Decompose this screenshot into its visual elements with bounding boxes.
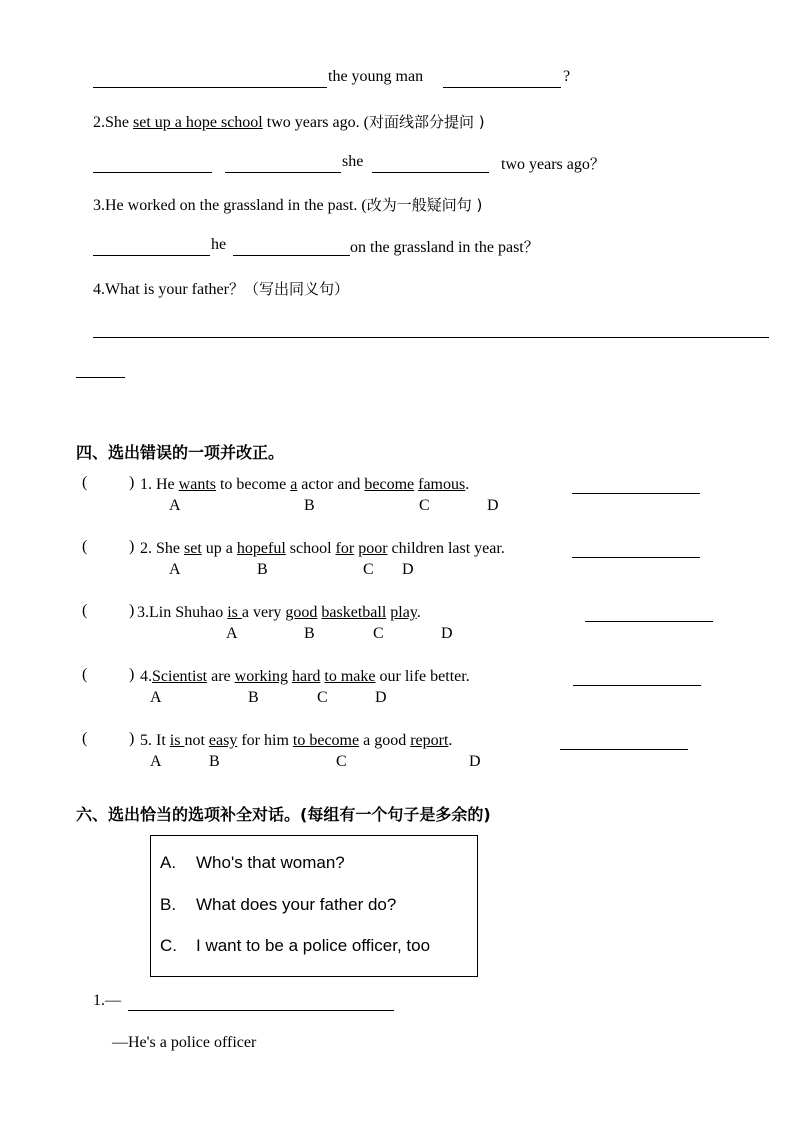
q2-answer-word: she xyxy=(342,153,364,170)
option-letter: C xyxy=(317,689,328,706)
text: a very xyxy=(241,604,286,621)
option-d-text: famous xyxy=(418,476,466,493)
option-letter: A xyxy=(150,753,162,770)
answer-line[interactable] xyxy=(93,337,769,338)
option-letter: B xyxy=(304,497,315,514)
option-letter: C xyxy=(363,561,374,578)
option-letter: A xyxy=(169,561,181,578)
option-letter: A xyxy=(169,497,181,514)
correction-line[interactable] xyxy=(572,557,700,558)
text: school xyxy=(285,540,336,557)
error-item-2 xyxy=(140,540,505,558)
option-c-text: for xyxy=(335,540,355,557)
paren-close: ) xyxy=(129,730,135,747)
answer-line[interactable] xyxy=(93,87,327,88)
error-item-4 xyxy=(140,668,470,686)
q2-post: two years ago. ( xyxy=(262,114,369,131)
option-label: A. xyxy=(160,853,177,872)
q2-answer-tail xyxy=(501,153,605,174)
option-letter: D xyxy=(441,625,453,642)
paren-close: ) xyxy=(129,474,135,491)
question-mark: ? xyxy=(563,68,571,85)
option-c-text: hard xyxy=(291,668,321,685)
question-3 xyxy=(93,194,482,215)
text: children last year. xyxy=(387,540,505,557)
option-a xyxy=(160,853,345,873)
option-c-text: to become xyxy=(292,732,360,749)
option-letter: A xyxy=(150,689,162,706)
option-d-text: to make xyxy=(324,668,376,685)
error-item-1 xyxy=(140,476,469,494)
option-a-text: is xyxy=(227,604,242,621)
option-letter: B xyxy=(248,689,259,706)
text: 3.Lin Shuhao xyxy=(137,604,228,621)
correction-line[interactable] xyxy=(572,493,700,494)
option-letter: D xyxy=(487,497,499,514)
correction-line[interactable] xyxy=(585,621,713,622)
paren-open: ( xyxy=(82,602,88,619)
q4-instruction: ？（写出同义句） xyxy=(228,280,349,298)
option-letter: D xyxy=(469,753,481,770)
text: 5. It xyxy=(140,732,170,749)
option-label: B. xyxy=(160,895,177,914)
paren-close: ) xyxy=(129,538,135,555)
option-c xyxy=(160,936,430,956)
text: actor and xyxy=(297,476,365,493)
paren-close: ) xyxy=(129,666,135,683)
q4-text: 4.What is your father xyxy=(93,281,229,298)
question-mark: ？ xyxy=(523,238,539,256)
error-item-5 xyxy=(140,732,452,750)
answer-line[interactable] xyxy=(372,172,489,173)
option-d-text: poor xyxy=(358,540,388,557)
text: 2. She xyxy=(140,540,184,557)
q3-instruction: 改为一般疑问句 ) xyxy=(366,196,483,214)
text: are xyxy=(207,668,235,685)
answer-line[interactable] xyxy=(93,172,212,173)
paren-open: ( xyxy=(82,474,88,491)
option-text: Who's that woman? xyxy=(196,853,345,872)
text: 4. xyxy=(140,668,152,685)
q2-underlined: set up a hope school xyxy=(133,114,263,131)
option-a-text: set xyxy=(184,540,202,557)
error-item-3 xyxy=(137,604,421,622)
option-letter: C xyxy=(373,625,384,642)
q2-tail: two years ago xyxy=(501,156,590,173)
text: to become xyxy=(215,476,291,493)
option-b-text: good xyxy=(285,604,318,621)
q3-text: 3.He worked on the grassland in the past. ( xyxy=(93,197,367,214)
option-a-text: is xyxy=(169,732,185,749)
option-c-text: basketball xyxy=(321,604,387,621)
question-2 xyxy=(93,111,485,132)
option-b-text: easy xyxy=(208,732,238,749)
option-letter: B xyxy=(257,561,268,578)
text: . xyxy=(465,476,470,493)
paren-open: ( xyxy=(82,538,88,555)
answer-line[interactable] xyxy=(233,255,350,256)
text: not xyxy=(184,732,209,749)
text: 1. He xyxy=(140,476,179,493)
paren-close: ) xyxy=(129,602,135,619)
option-letter: D xyxy=(375,689,387,706)
section-4-title: 四、选出错误的一项并改正。 xyxy=(76,443,285,462)
q3-answer-tail xyxy=(350,236,539,257)
q3-tail: on the grassland in the past xyxy=(350,239,524,256)
option-letter: B xyxy=(209,753,220,770)
correction-line[interactable] xyxy=(573,685,701,686)
option-a-text: wants xyxy=(178,476,216,493)
option-letter: A xyxy=(226,625,238,642)
text: our life better. xyxy=(375,668,470,685)
option-letter: B xyxy=(304,625,315,642)
option-b-text: a xyxy=(290,476,298,493)
line0-text: the young man xyxy=(328,68,424,85)
text: for him xyxy=(237,732,293,749)
question-mark: ？ xyxy=(589,155,605,173)
option-letter: C xyxy=(336,753,347,770)
correction-line[interactable] xyxy=(560,749,688,750)
option-b-text: working xyxy=(234,668,288,685)
q3-answer-word: he xyxy=(211,236,227,253)
answer-line[interactable] xyxy=(76,377,125,378)
question-4 xyxy=(93,278,349,299)
answer-line[interactable] xyxy=(128,1010,394,1011)
option-c-text: become xyxy=(364,476,415,493)
paren-open: ( xyxy=(82,730,88,747)
text: . xyxy=(416,604,421,621)
option-letter: C xyxy=(419,497,430,514)
option-a-text: Scientist xyxy=(152,668,208,685)
section-6-title: 六、选出恰当的选项补全对话。(每组有一个句子是多余的) xyxy=(76,805,491,824)
option-text: What does your father do? xyxy=(196,895,397,914)
answer-line[interactable] xyxy=(93,255,210,256)
option-d-text: play xyxy=(390,604,417,621)
answer-line[interactable] xyxy=(225,172,341,173)
option-b-text: hopeful xyxy=(236,540,286,557)
text: a good xyxy=(359,732,411,749)
option-d-text: report xyxy=(410,732,449,749)
option-text: I want to be a police officer, too xyxy=(196,936,431,955)
option-b xyxy=(160,895,396,915)
option-letter: D xyxy=(402,561,414,578)
text: up a xyxy=(201,540,237,557)
dialog-answer: —He's a police officer xyxy=(112,1034,257,1051)
text: . xyxy=(448,732,453,749)
q2-pre: She xyxy=(105,114,133,131)
q2-instruction: 对面线部分提问 ) xyxy=(368,113,485,131)
option-label: C. xyxy=(160,936,177,955)
answer-line[interactable] xyxy=(443,87,561,88)
paren-open: ( xyxy=(82,666,88,683)
question-number: 2. xyxy=(93,114,105,131)
dialog-question-prefix: 1.— xyxy=(93,992,121,1009)
